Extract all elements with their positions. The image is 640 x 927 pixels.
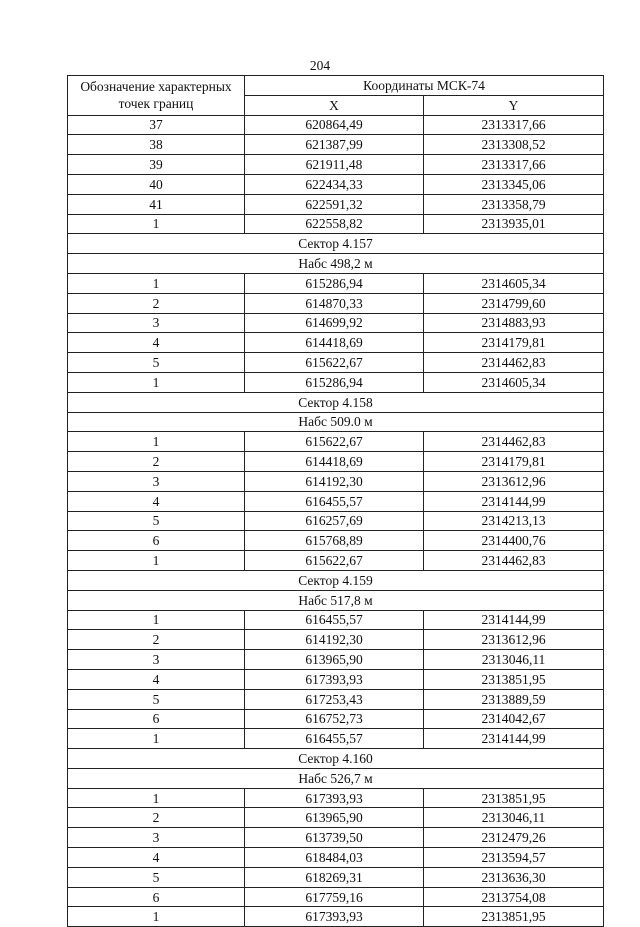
x-coordinate-cell: 614192,30 xyxy=(245,630,424,650)
section-row xyxy=(68,590,604,610)
y-coordinate-cell: 2313754,08 xyxy=(424,887,604,907)
section-label: Сектор 4.158 xyxy=(68,392,604,412)
section-label: Сектор 4.160 xyxy=(68,749,604,769)
x-coordinate-cell: 615622,67 xyxy=(245,551,424,571)
y-coordinate-cell: 2314144,99 xyxy=(424,491,604,511)
section-label: Набс 509.0 м xyxy=(68,412,604,432)
table-row xyxy=(68,709,604,729)
point-number-cell: 1 xyxy=(68,214,245,234)
boundary-points-header-line2: точек границ xyxy=(118,96,194,112)
table-body xyxy=(68,115,604,927)
y-coordinate-cell: 2313851,95 xyxy=(424,669,604,689)
x-coordinate-cell: 614418,69 xyxy=(245,333,424,353)
table-row xyxy=(68,729,604,749)
section-label: Набс 517,8 м xyxy=(68,590,604,610)
table-row xyxy=(68,669,604,689)
x-coordinate-cell: 615768,89 xyxy=(245,531,424,551)
point-number-cell: 2 xyxy=(68,293,245,313)
x-coordinate-cell: 614699,92 xyxy=(245,313,424,333)
table-row xyxy=(68,452,604,472)
table-row xyxy=(68,491,604,511)
table-row xyxy=(68,115,604,135)
y-coordinate-cell: 2313358,79 xyxy=(424,194,604,214)
point-number-cell: 3 xyxy=(68,828,245,848)
table-row xyxy=(68,630,604,650)
x-coordinate-cell: 616455,57 xyxy=(245,610,424,630)
table-row xyxy=(68,848,604,868)
table-row xyxy=(68,313,604,333)
y-coordinate-cell: 2313851,95 xyxy=(424,907,604,927)
point-number-cell: 37 xyxy=(68,115,245,135)
point-number-cell: 1 xyxy=(68,432,245,452)
point-number-cell: 2 xyxy=(68,630,245,650)
x-coordinate-cell: 616455,57 xyxy=(245,491,424,511)
point-number-cell: 38 xyxy=(68,135,245,155)
point-number-cell: 41 xyxy=(68,194,245,214)
y-coordinate-cell: 2313851,95 xyxy=(424,788,604,808)
table-row xyxy=(68,808,604,828)
y-coordinate-cell: 2313317,66 xyxy=(424,115,604,135)
y-coordinate-cell: 2314213,13 xyxy=(424,511,604,531)
x-coordinate-cell: 617253,43 xyxy=(245,689,424,709)
y-coordinate-cell: 2313345,06 xyxy=(424,174,604,194)
point-number-cell: 1 xyxy=(68,907,245,927)
table-row xyxy=(68,273,604,293)
x-coordinate-cell: 618484,03 xyxy=(245,848,424,868)
point-number-cell: 2 xyxy=(68,808,245,828)
point-number-cell: 1 xyxy=(68,729,245,749)
y-coordinate-cell: 2314462,83 xyxy=(424,432,604,452)
section-row xyxy=(68,570,604,590)
section-label: Сектор 4.159 xyxy=(68,570,604,590)
table-row xyxy=(68,867,604,887)
x-coordinate-cell: 614870,33 xyxy=(245,293,424,313)
page-number: 204 xyxy=(309,58,331,73)
table-row xyxy=(68,135,604,155)
y-coordinate-cell: 2313935,01 xyxy=(424,214,604,234)
table-row xyxy=(68,432,604,452)
section-label: Набс 526,7 м xyxy=(68,768,604,788)
table-row xyxy=(68,551,604,571)
point-number-cell: 1 xyxy=(68,788,245,808)
table-row xyxy=(68,372,604,392)
coordinates-table xyxy=(67,75,604,927)
x-coordinate-cell: 622434,33 xyxy=(245,174,424,194)
point-number-cell: 3 xyxy=(68,313,245,333)
x-coordinate-cell: 616455,57 xyxy=(245,729,424,749)
table-row xyxy=(68,610,604,630)
point-number-cell: 6 xyxy=(68,887,245,907)
table-row xyxy=(68,511,604,531)
point-number-cell: 5 xyxy=(68,689,245,709)
y-coordinate-cell: 2314462,83 xyxy=(424,551,604,571)
section-row xyxy=(68,412,604,432)
table-row xyxy=(68,214,604,234)
x-coordinate-cell: 617393,93 xyxy=(245,788,424,808)
y-coordinate-cell: 2314605,34 xyxy=(424,372,604,392)
x-coordinate-cell: 621387,99 xyxy=(245,135,424,155)
y-coordinate-cell: 2314883,93 xyxy=(424,313,604,333)
table-row xyxy=(68,788,604,808)
point-number-cell: 1 xyxy=(68,551,245,571)
point-number-cell: 5 xyxy=(68,867,245,887)
section-row xyxy=(68,234,604,254)
x-coordinate-cell: 614418,69 xyxy=(245,452,424,472)
table-row xyxy=(68,293,604,313)
y-coordinate-cell: 2313317,66 xyxy=(424,155,604,175)
x-coordinate-cell: 617393,93 xyxy=(245,907,424,927)
x-coordinate-cell: 615622,67 xyxy=(245,432,424,452)
point-number-cell: 3 xyxy=(68,471,245,491)
y-coordinate-cell: 2314144,99 xyxy=(424,610,604,630)
y-coordinate-cell: 2314042,67 xyxy=(424,709,604,729)
y-coordinate-cell: 2314400,76 xyxy=(424,531,604,551)
point-number-cell: 4 xyxy=(68,491,245,511)
table-row xyxy=(68,828,604,848)
coordinates-system-header: Координаты МСК-74 xyxy=(245,76,604,96)
y-coordinate-cell: 2313308,52 xyxy=(424,135,604,155)
y-coordinate-cell: 2314462,83 xyxy=(424,353,604,373)
x-coordinate-cell: 616752,73 xyxy=(245,709,424,729)
x-coordinate-cell: 621911,48 xyxy=(245,155,424,175)
x-coordinate-cell: 613739,50 xyxy=(245,828,424,848)
x-coordinate-cell: 617759,16 xyxy=(245,887,424,907)
x-coordinate-cell: 620864,49 xyxy=(245,115,424,135)
x-coordinate-cell: 616257,69 xyxy=(245,511,424,531)
point-number-cell: 2 xyxy=(68,452,245,472)
point-number-cell: 1 xyxy=(68,372,245,392)
table-row xyxy=(68,353,604,373)
table-row xyxy=(68,531,604,551)
point-number-cell: 4 xyxy=(68,848,245,868)
x-coordinate-cell: 615622,67 xyxy=(245,353,424,373)
table-row xyxy=(68,887,604,907)
table-row xyxy=(68,174,604,194)
table-row xyxy=(68,333,604,353)
y-column-header: Y xyxy=(424,95,604,115)
point-number-cell: 3 xyxy=(68,650,245,670)
boundary-points-header-line1: Обозначение характерных xyxy=(80,79,232,95)
section-label: Сектор 4.157 xyxy=(68,234,604,254)
x-coordinate-cell: 622558,82 xyxy=(245,214,424,234)
x-coordinate-cell: 617393,93 xyxy=(245,669,424,689)
x-coordinate-cell: 613965,90 xyxy=(245,808,424,828)
point-number-cell: 6 xyxy=(68,709,245,729)
y-coordinate-cell: 2314179,81 xyxy=(424,333,604,353)
x-column-header: X xyxy=(245,95,424,115)
section-row xyxy=(68,768,604,788)
table-row xyxy=(68,907,604,927)
x-coordinate-cell: 613965,90 xyxy=(245,650,424,670)
y-coordinate-cell: 2314179,81 xyxy=(424,452,604,472)
boundary-points-header xyxy=(68,76,245,116)
x-coordinate-cell: 615286,94 xyxy=(245,372,424,392)
table-row xyxy=(68,689,604,709)
point-number-cell: 39 xyxy=(68,155,245,175)
x-coordinate-cell: 615286,94 xyxy=(245,273,424,293)
section-row xyxy=(68,392,604,412)
y-coordinate-cell: 2313046,11 xyxy=(424,808,604,828)
y-coordinate-cell: 2313594,57 xyxy=(424,848,604,868)
y-coordinate-cell: 2314605,34 xyxy=(424,273,604,293)
table-row xyxy=(68,155,604,175)
x-coordinate-cell: 614192,30 xyxy=(245,471,424,491)
section-row xyxy=(68,254,604,274)
point-number-cell: 6 xyxy=(68,531,245,551)
x-coordinate-cell: 618269,31 xyxy=(245,867,424,887)
y-coordinate-cell: 2313046,11 xyxy=(424,650,604,670)
point-number-cell: 5 xyxy=(68,511,245,531)
point-number-cell: 40 xyxy=(68,174,245,194)
x-coordinate-cell: 622591,32 xyxy=(245,194,424,214)
y-coordinate-cell: 2313612,96 xyxy=(424,471,604,491)
point-number-cell: 1 xyxy=(68,610,245,630)
table-row xyxy=(68,471,604,491)
y-coordinate-cell: 2314144,99 xyxy=(424,729,604,749)
table-header-row xyxy=(68,76,604,96)
point-number-cell: 5 xyxy=(68,353,245,373)
table-row xyxy=(68,194,604,214)
y-coordinate-cell: 2313636,30 xyxy=(424,867,604,887)
point-number-cell: 4 xyxy=(68,333,245,353)
y-coordinate-cell: 2312479,26 xyxy=(424,828,604,848)
point-number-cell: 4 xyxy=(68,669,245,689)
section-row xyxy=(68,749,604,769)
y-coordinate-cell: 2314799,60 xyxy=(424,293,604,313)
table-row xyxy=(68,650,604,670)
y-coordinate-cell: 2313889,59 xyxy=(424,689,604,709)
point-number-cell: 1 xyxy=(68,273,245,293)
section-label: Набс 498,2 м xyxy=(68,254,604,274)
y-coordinate-cell: 2313612,96 xyxy=(424,630,604,650)
